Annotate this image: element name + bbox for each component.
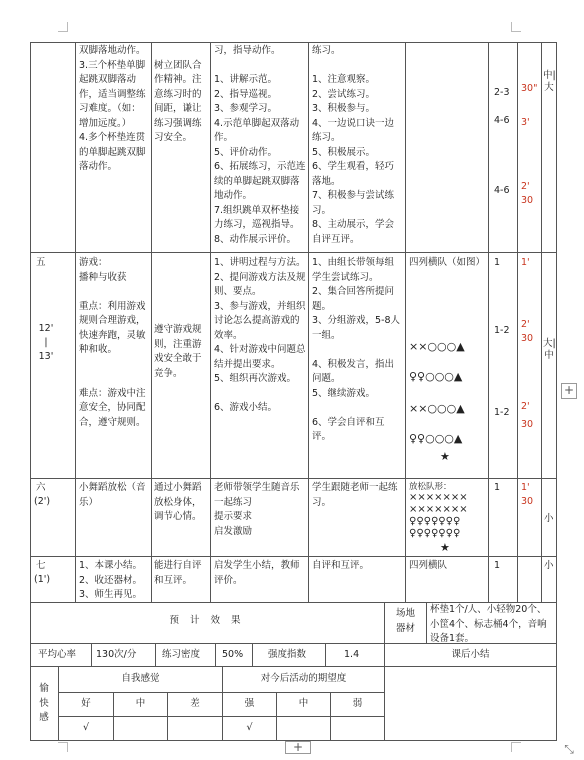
student-activity-cell: 自评和互评。 [312,560,370,571]
duration: 2' [521,319,530,330]
formation-line: ♀♀♀♀♀♀♀ [409,528,461,539]
intensity-index-label: 强度指数 [268,649,307,660]
formation-title: 放松队形： [409,482,452,492]
avg-heart-rate-label: 平均心率 [38,649,77,660]
goal-cell: 遵守游戏规则，注重游戏安全敢于竞争。 [154,324,202,379]
repeat-count: 1-2 [494,325,510,336]
practice-density-value: 50% [222,649,244,660]
content-cell: 双脚落地动作。 3.三个杯垫单脚起跳双脚落动作，适当调整练习难度。（如：增加远度。） 4.多个杯垫连贯的单脚起跳双脚落动作。 [79,45,146,172]
practice-density-label: 练习密度 [162,649,201,660]
section-minutes: | [44,337,48,348]
repeat-count: 1 [494,257,501,268]
avg-heart-rate-value: 130次/分 [96,649,137,660]
duration: 1' [521,257,530,268]
repeat-count: 4-6 [494,115,510,126]
content-cell: 游戏： 播种与收获 重点：利用游戏规则合理游戏，快速奔跑，灵敏种和收。 难点：游戏中注意安全，协同配合，遵守规则。 [79,257,146,428]
teacher-star-icon: ★ [440,541,450,554]
column-poor: 差 [190,698,200,709]
self-feeling-label: 自我感觉 [121,673,160,684]
section-number: 五 [36,257,46,268]
repeat-count: 4-6 [494,185,510,196]
formation-line: ××○○○▲ [409,402,465,415]
repeat-count: 1 [494,482,501,493]
venue-equipment-label: 场地 器材 [395,608,415,634]
duration: 30 [521,496,534,507]
intensity-level: 小 [544,560,554,571]
column-strong: 强 [244,698,255,709]
column-weak: 弱 [352,698,363,709]
page-corner-mark [58,742,68,752]
intensity-level: 中|大 [543,70,556,93]
insert-column-plus-button[interactable]: + [561,383,577,399]
intensity-index-value: 1.4 [344,649,360,660]
duration: 1' [521,482,530,493]
teacher-activity-cell: 启发学生小结，教师评价。 [214,560,300,586]
checkmark-icon: √ [82,722,90,733]
checkmark-icon: √ [246,722,253,733]
formation-line: ××××××× [409,504,468,515]
student-activity-cell: 学生跟随老师一起练习。 [312,482,398,508]
section-number: 六 [36,482,46,493]
student-activity-cell: 练习。 1、注意观察。 2、尝试练习。 3、积极参与。 4、一边说口诀一边练习。 5、积极展示。 6、学生观看，轻巧落地。 7、积极参与尝试练习。 8、主动展示，学会自评互评。 [312,45,395,245]
column-good: 好 [81,698,91,709]
expectation-label: 对今后活动的期望度 [260,673,347,684]
duration: 2' [521,401,530,412]
page-corner-mark [511,742,521,752]
formation-title: 四列横队（如图） [409,257,486,268]
formation-line: ××○○○▲ [409,340,465,353]
content-cell: 1、本课小结。 2、收还器材。 3、师生再见。 [79,560,143,600]
goal-cell: 树立团队合作精神。注意练习时的间距，谦让练习强调练习安全。 [154,59,202,143]
repeat-count: 2-3 [494,87,510,98]
formation-line: ♀♀○○○▲ [409,370,463,383]
insert-row-plus-button[interactable]: + [285,741,311,754]
column-medium: 中 [135,698,146,709]
section-minutes: (1') [34,574,51,585]
duration: 2' [521,181,530,192]
resize-handle-icon[interactable]: ⤡ [564,742,574,756]
teacher-activity-cell: 习，指导动作。 1、讲解示范。 2、指导巡视。 3、参观学习。 4.示范单脚起双落动作。 5、评价动作。 6、拓展练习，示范连续的单脚起跳双脚落地动作。 7.组织跳单双杯垫接力练习，巡视指导。 8、动作展示评价。 [214,45,306,245]
duration: 30 [521,195,534,206]
intensity-level: 大|中 [543,338,556,361]
equipment-list: 杯垫1个/人、小轻物20个、小筐4个、标志桶4个，音响设备1套。 [430,604,547,644]
repeat-count: 1-2 [494,407,510,418]
formation-line: ××××××× [409,492,468,503]
section-minutes: 13' [38,351,54,362]
section-number: 七 [36,560,46,571]
section-minutes: 12' [38,323,54,334]
goal-cell: 通过小舞蹈放松身体，调节心情。 [154,482,202,522]
page-corner-mark [511,22,521,32]
goal-cell: 能进行自评和互评。 [154,560,202,586]
page-corner-mark [58,22,68,32]
teacher-activity-cell: 老师带领学生随音乐一起练习 提示要求 启发激励 [214,482,300,537]
after-class-summary-label: 课后小结 [451,649,490,660]
duration: 30 [521,419,534,430]
student-activity-cell: 1、由组长带领每组学生尝试练习。 2、集合回答所提问题。 3、分组游戏，5-8人一组。 4、积极发言，指出问题。 5、继续游戏。 6、学会自评和互评。 [312,257,401,442]
expected-effect-label: 预 计 效 果 [169,615,245,626]
duration: 30" [521,83,538,94]
content-cell: 小舞蹈放松（音乐） [79,482,146,508]
formation-line: ♀♀♀♀♀♀♀ [409,516,461,527]
column-medium: 中 [298,698,309,709]
duration: 30 [521,333,534,344]
section-minutes: (2') [34,496,51,507]
pleasure-label: 愉 快 感 [39,683,49,723]
duration: 3' [521,117,530,128]
intensity-level: 小 [544,513,554,524]
formation-line: ♀♀○○○▲ [409,432,463,445]
formation-cell: 四列横队 [409,560,448,571]
repeat-count: 1 [494,560,501,571]
teacher-star-icon: ★ [440,450,450,463]
teacher-activity-cell: 1、讲明过程与方法。 2、提问游戏方法及规则、要点。 3、参与游戏，并组织讨论怎么提高游戏的效率。 4、针对游戏中问题总结并提出要求。 5、组织再次游戏。 6、游戏小结。 [214,257,306,413]
